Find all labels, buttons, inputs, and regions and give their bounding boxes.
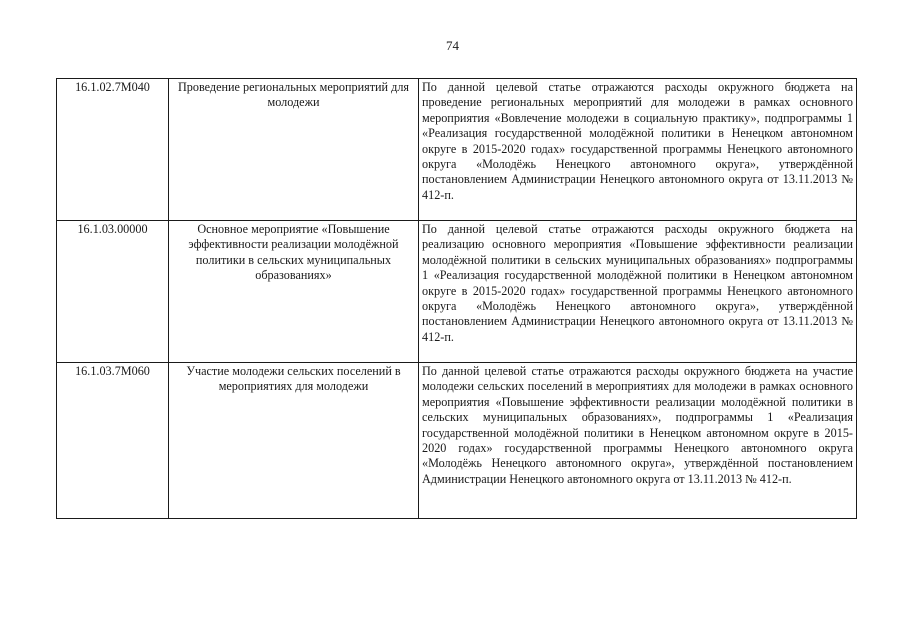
table-row xyxy=(57,221,857,363)
table-row xyxy=(57,79,857,221)
target-article-description: По данной целевой статье отражаются расходы окружного бюджета на реализацию основного мероприятия «Повышение эффективности реализации молодёжной политики в сельских муниципальных образованиях» подпрограммы 1 «Реализация государственной молодёжной политики в Ненецком автономном округе в 2015-2020 годах» государственной программы Ненецкого автономного округа «Молодёжь Ненецкого автономного округа», утверждённой постановлением Администрации Ненецкого автономного округа от 13.11.2013 № 412-п. xyxy=(419,221,857,363)
table-row xyxy=(57,363,857,519)
target-article-code: 16.1.02.7М040 xyxy=(57,79,169,221)
target-article-code: 16.1.03.7М060 xyxy=(57,363,169,519)
target-article-name: Проведение региональных мероприятий для молодежи xyxy=(169,79,419,221)
target-article-name: Основное мероприятие «Повышение эффективности реализации молодёжной политики в сельских муниципальных образованиях» xyxy=(169,221,419,363)
budget-classification-table xyxy=(56,78,857,519)
page-number: 74 xyxy=(446,38,459,53)
target-article-description: По данной целевой статье отражаются расходы окружного бюджета на участие молодежи сельских поселений в мероприятиях для молодежи в рамках основного мероприятия «Повышение эффективности реализации молодёжной политики в сельских муниципальных образованиях», подпрограммы 1 «Реализация государственной молодёжной политики в Ненецком автономном округе в 2015-2020 годах» государственной программы Ненецкого автономного округа «Молодёжь Ненецкого автономного округа», утверждённой постановлением Администрации Ненецкого автономного округа от 13.11.2013 № 412-п. xyxy=(419,363,857,519)
target-article-name: Участие молодежи сельских поселений в мероприятиях для молодежи xyxy=(169,363,419,519)
target-article-description: По данной целевой статье отражаются расходы окружного бюджета на проведение региональных мероприятий для молодежи в рамках основного мероприятия «Вовлечение молодежи в социальную практику», подпрограммы 1 «Реализация государственной молодёжной политики в Ненецком автономном округе в 2015-2020 годах» государственной программы Ненецкого автономного округа «Молодёжь Ненецкого автономного округа», утверждённой постановлением Администрации Ненецкого автономного округа от 13.11.2013 № 412-п. xyxy=(419,79,857,221)
target-article-code: 16.1.03.00000 xyxy=(57,221,169,363)
